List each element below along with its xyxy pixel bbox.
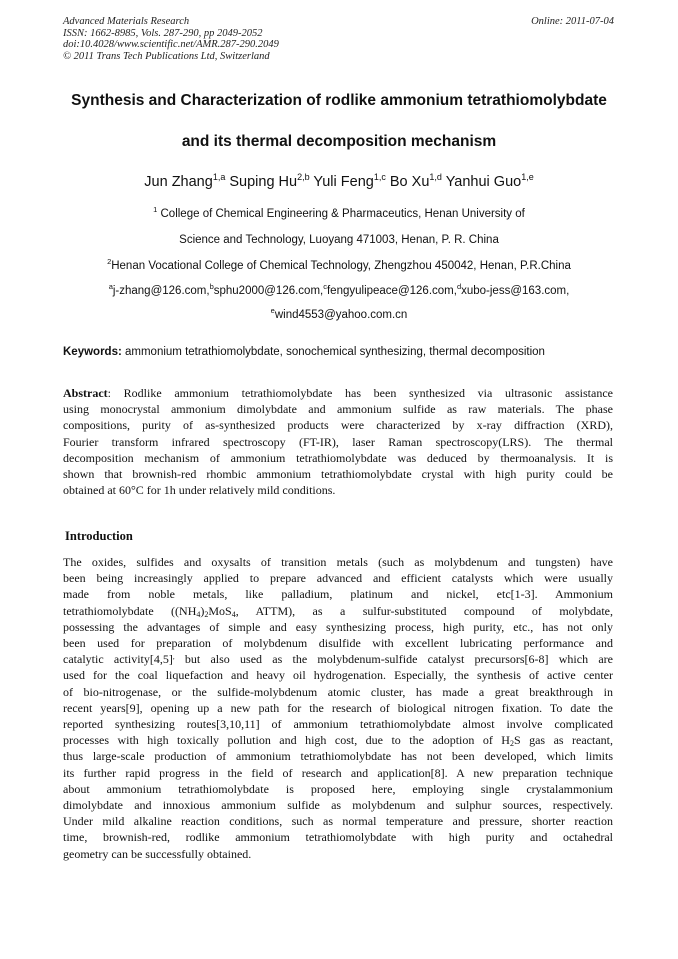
author-name: Yuli Feng <box>313 174 374 190</box>
intro-line: made from noble metals, like palladium, platinum and nickel, etc[1-3]. Ammonium <box>63 587 613 602</box>
intro-line: dimolybdate and innoxious ammonium sulfide as molybdenum and sulphur sources, respectively. <box>63 798 613 813</box>
email-superscript: e <box>270 306 275 315</box>
abstract-label: Abstract <box>63 386 108 400</box>
abstract-line: decomposition mechanism of ammonium tetrathiomolybdate was deduced by thermoanalysis. It is <box>63 450 613 465</box>
paper-title-line1: Synthesis and Characterization of rodlike ammonium tetrathiomolybdate <box>71 92 607 109</box>
email-superscript: b <box>209 282 214 291</box>
keywords-label: Keywords: <box>63 346 122 358</box>
email-address[interactable]: xubo-jess@163.com, <box>461 285 570 297</box>
affiliation-2 <box>40 257 638 272</box>
author-superscript: 1,d <box>429 172 442 182</box>
section-heading-introduction: Introduction <box>65 529 133 543</box>
affiliation-text: Henan Vocational College of Chemical Technology, Zhengzhou 450042, Henan, P.R.China <box>111 260 571 272</box>
affiliation-1 <box>40 205 638 220</box>
intro-line: Under mild alkaline reaction conditions, such as normal temperature and pressure, shorter reaction <box>63 814 613 829</box>
journal-name: Advanced Materials Research <box>63 16 190 27</box>
author-list <box>40 174 638 190</box>
email-address[interactable]: fengyulipeace@126.com, <box>326 285 457 297</box>
email-address[interactable]: wind4553@yahoo.com.cn <box>274 309 408 321</box>
author-superscript: 1,c <box>373 172 386 182</box>
intro-line: of bio-nitrogenase, or the sulfide-molybdenum atomic cluster, has made a great breakthrough in <box>63 684 613 699</box>
abstract-paragraph <box>63 385 613 498</box>
author-name: Suping Hu <box>229 174 298 190</box>
intro-line: processes with high toxically pollution and high cost, due to the adoption of $H_2S$ gas as reactant, <box>63 733 613 749</box>
intro-line: geometry can be successfully obtained. <box>63 846 252 861</box>
author-superscript: 2,b <box>297 172 310 182</box>
intro-line: recent years[9], opening up a new path for the research of biological nitrogen fixation. To date the <box>63 700 613 715</box>
affiliation-1-continued: Science and Technology, Luoyang 471003, Henan, P. R. China <box>179 234 499 246</box>
author-name: Jun Zhang <box>144 174 213 190</box>
intro-line: tetrathiomolybdate ($(NH_4)_2MoS_4$, ATTM), as a sulfur-substituted compound of molybdate, <box>63 603 613 619</box>
email-list <box>40 282 638 297</box>
author-superscript: 1,a <box>212 172 226 182</box>
author-name: Bo Xu <box>389 174 430 190</box>
intro-line: about ammonium tetrathiomolybdate is proposed here, employing single crystalammonium <box>63 781 613 796</box>
email-address[interactable]: sphu2000@126.com, <box>213 285 324 297</box>
email-address[interactable]: j-zhang@126.com, <box>112 285 210 297</box>
affiliation-superscript: 1 <box>153 205 158 214</box>
intro-line: reported synthesizing routes[3,10,11] of ammonium tetrathiomolybdate almost involve complicated <box>63 717 613 732</box>
keywords-text: ammonium tetrathiomolybdate, sonochemical synthesizing, thermal decomposition <box>125 346 545 358</box>
doi-line: doi:10.4028/www.scientific.net/AMR.287-290.2049 <box>63 39 279 50</box>
intro-line: The oxides, sulfides and oxysalts of transition metals (such as molybdenum and tungsten) have <box>63 555 613 569</box>
affiliation-superscript: 2 <box>107 257 112 266</box>
abstract-line: using monocrystal ammonium dimolybdate and ammonium sulfide as raw materials. The phase <box>63 402 613 417</box>
author-name: Yanhui Guo <box>445 174 522 190</box>
intro-line: thus large-scale production of ammonium tetrathiomolybdate has not been developed, which limits <box>63 749 613 764</box>
affiliation-text: College of Chemical Engineering & Pharmaceutics, Henan University of <box>160 208 525 220</box>
intro-line: possessing the advantages of simple and easy synthesizing process, high purity, etc., has not only <box>63 619 613 634</box>
intro-line: catalytic activity[4,5], but also used as the molybdenum-sulfide catalyst precursors[6-8] which are <box>63 652 613 667</box>
copyright-line: © 2011 Trans Tech Publications Ltd, Switzerland <box>63 50 270 62</box>
intro-line: time, brownish-red, rodlike ammonium tetrathiomolybdate with high purity and octahedral <box>63 830 613 845</box>
journal-header <box>63 16 279 62</box>
email-superscript: d <box>456 282 462 291</box>
author-superscript: 1,e <box>521 172 534 182</box>
intro-line: its further rapid progress in the field of research and application[8]. A new preparation technique <box>63 765 613 780</box>
issn-line: ISSN: 1662-8985, Vols. 287-290, pp 2049-2052 <box>63 27 263 39</box>
email-line-2 <box>40 306 638 321</box>
abstract-line: compositions, purity of as-synthesized products were characterized by x-ray diffraction (XRD), <box>63 418 613 433</box>
keywords <box>63 346 545 358</box>
abstract-line: Abstract: Rodlike ammonium tetrathiomolybdate has been synthesized via ultrasonic assistance <box>63 386 613 400</box>
intro-line: been used for preparation of molybdenum disulfide with excellent lubricating performance and <box>63 636 613 651</box>
paper-title-line2: and its thermal decomposition mechanism <box>181 133 497 150</box>
intro-line: used for the coal liquefaction and heavy oil hydrogenation. Especially, the synthesis of active center <box>63 668 613 683</box>
email-superscript: c <box>323 282 327 291</box>
abstract-line: obtained at 60°C for 1h under relatively mild conditions. <box>63 483 336 498</box>
email-superscript: a <box>108 282 113 291</box>
introduction-paragraph <box>63 554 613 862</box>
abstract-line: shown that brownish-red rhombic ammonium tetrathiomolybdate crystal with high purity could be <box>63 467 613 482</box>
intro-line: been being increasingly applied to prepare advanced and efficient catalysts which were usually <box>63 571 613 586</box>
online-date: Online: 2011-07-04 <box>531 16 614 27</box>
abstract-line: Fourier transform infrared spectroscopy (FT-IR), laser Raman spectroscopy(LRS). The thermal <box>63 434 613 449</box>
